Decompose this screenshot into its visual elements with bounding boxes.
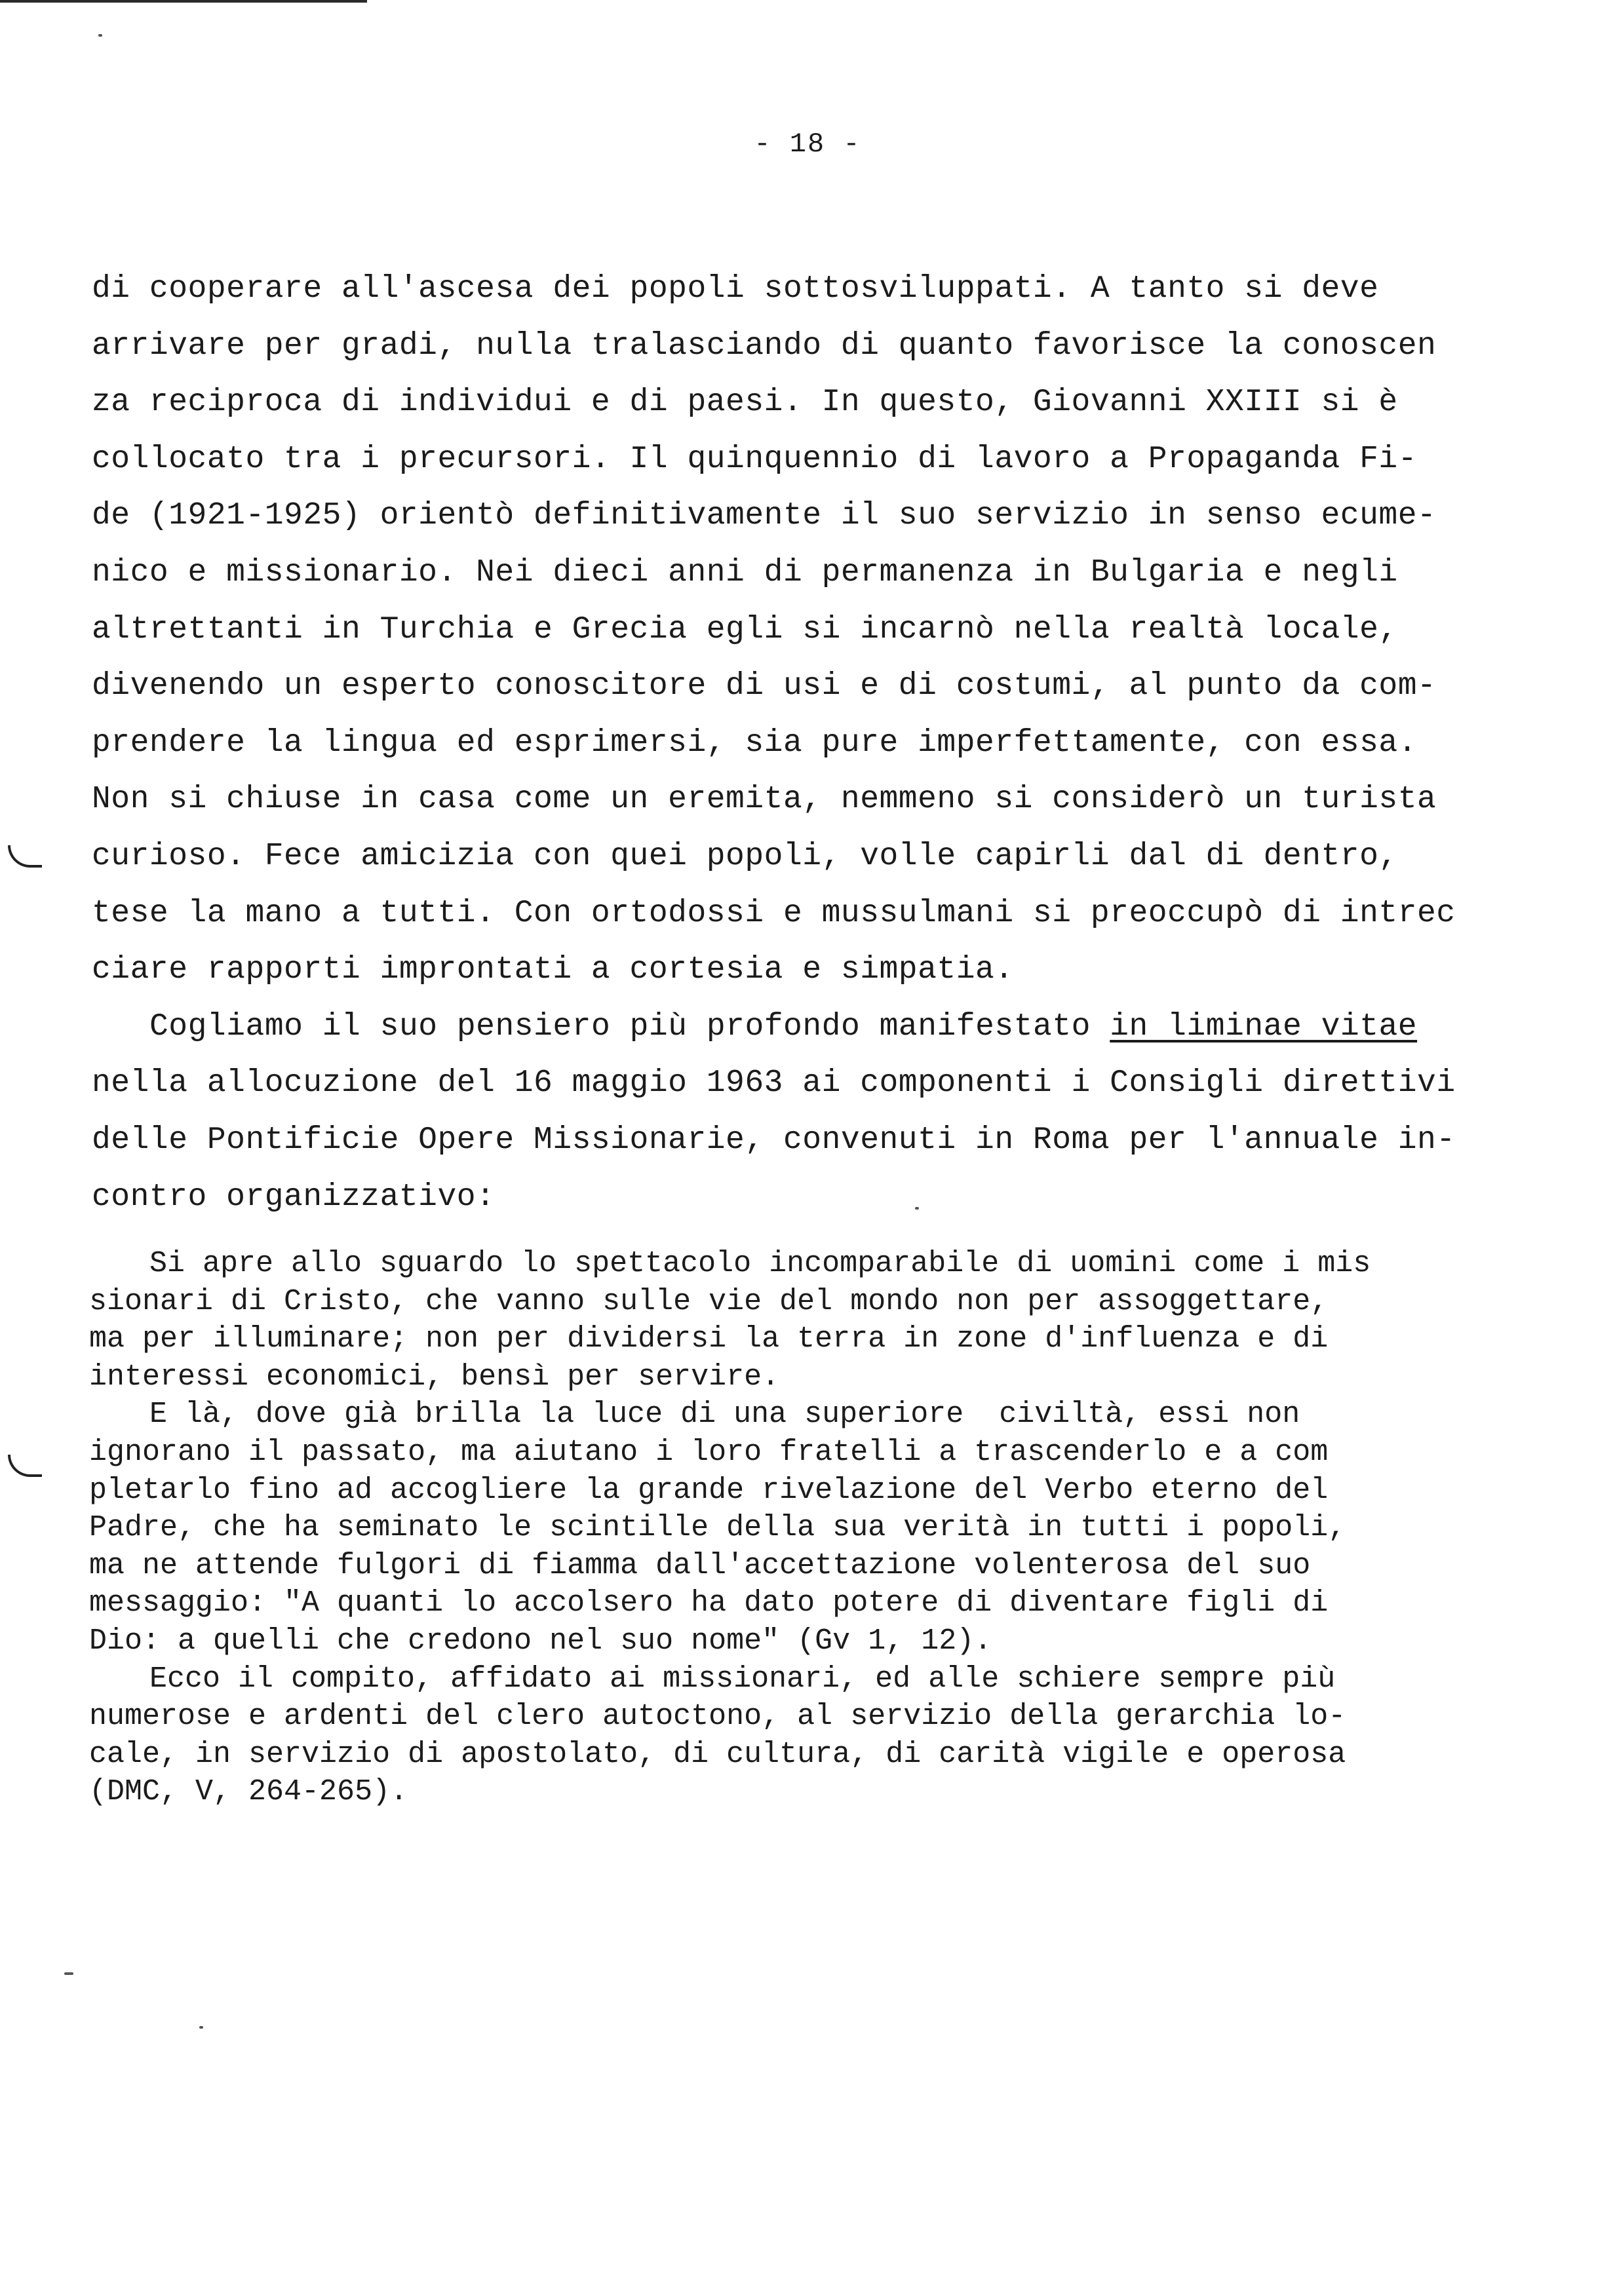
quote-line: ma ne attende fulgori di fiamma dall'accettazione volenterosa del suo — [89, 1548, 1311, 1582]
quote-line: numerose e ardenti del clero autoctono, al servizio della gerarchia lo- — [89, 1700, 1346, 1734]
text-line: Non si chiuse in casa come un eremita, nemmeno si considerò un turista — [92, 782, 1437, 818]
main-text — [92, 261, 1494, 1225]
page-number: - 18 - — [754, 128, 861, 160]
latin-phrase: in liminae vitae — [1110, 1008, 1418, 1044]
margin-bracket-mark — [8, 845, 42, 868]
quote-line: Ecco il compito, affidato ai missionari, ed alle schiere sempre più — [149, 1662, 1336, 1696]
quote-line: ignorano il passato, ma aiutano i loro fratelli a trascenderlo e a com — [89, 1435, 1329, 1469]
text-line: contro organizzativo: — [92, 1179, 496, 1215]
text-line: collocato tra i precursori. Il quinquennio di lavoro a Propaganda Fi- — [92, 441, 1418, 477]
quote-line: sionari di Cristo, che vanno sulle vie del mondo non per assoggettare, — [89, 1284, 1329, 1318]
quote-line: (DMC, V, 264-265). — [89, 1775, 408, 1809]
quote-line: ma per illuminare; non per dividersi la terra in zone d'influenza e di — [89, 1322, 1329, 1356]
text-line: tese la mano a tutti. Con ortodossi e mussulmani si preoccupò di intrec — [92, 895, 1456, 931]
text-line: arrivare per gradi, nulla tralasciando di quanto favorisce la conoscen — [92, 328, 1437, 364]
quote-line: Si apre allo sguardo lo spettacolo incomparabile di uomini come i mis — [149, 1247, 1371, 1280]
margin-bracket-mark — [8, 1455, 42, 1477]
text-line: curioso. Fece amicizia con quei popoli, volle capirli dal di dentro, — [92, 838, 1398, 874]
quote-line: E là, dove già brilla la luce di una superiore civiltà, essi non — [149, 1398, 1300, 1432]
quote-line: Padre, che ha seminato le scintille della sua verità in tutti i popoli, — [89, 1511, 1346, 1545]
text-line: de (1921-1925) orientò definitivamente il suo servizio in senso ecume- — [92, 498, 1437, 534]
text-line: ciare rapporti improntati a cortesia e simpatia. — [92, 952, 1014, 988]
quote-line: interessi economici, bensì per servire. — [89, 1360, 780, 1394]
paragraph2-first-line — [92, 999, 1494, 1056]
block-quotation — [89, 1245, 1505, 1811]
quote-line: pletarlo fino ad accogliere la grande rivelazione del Verbo eterno del — [89, 1473, 1329, 1507]
top-edge-rule — [0, 0, 367, 3]
quote-line: messaggio: "A quanti lo accolsero ha dato potere di diventare figli di — [89, 1586, 1329, 1620]
text-line: prendere la lingua ed esprimersi, sia pure imperfettamente, con essa. — [92, 725, 1418, 761]
text-line: altrettanti in Turchia e Grecia egli si incarnò nella realtà locale, — [92, 611, 1398, 647]
text-line: nico e missionario. Nei dieci anni di permanenza in Bulgaria e negli — [92, 554, 1398, 590]
text-line: divenendo un esperto conoscitore di usi e di costumi, al punto da com- — [92, 668, 1437, 704]
text-line: di cooperare all'ascesa dei popoli sottosviluppati. A tanto si deve — [92, 271, 1379, 307]
scan-speck — [199, 2026, 203, 2029]
scan-speck — [64, 1972, 73, 1975]
scan-speck — [98, 34, 102, 37]
text-line: za reciproca di individui e di paesi. In questo, Giovanni XXIII si è — [92, 385, 1398, 421]
text-line: nella allocuzione del 16 maggio 1963 ai componenti i Consigli direttivi — [92, 1065, 1456, 1101]
quote-line: Dio: a quelli che credono nel suo nome" (Gv 1, 12). — [89, 1624, 992, 1658]
paragraph2-lead-text: Cogliamo il suo pensiero più profondo manifestato — [149, 1008, 1110, 1044]
quote-line: cale, in servizio di apostolato, di cultura, di carità vigile e operosa — [89, 1737, 1346, 1771]
text-line: delle Pontificie Opere Missionarie, convenuti in Roma per l'annuale in- — [92, 1122, 1456, 1158]
